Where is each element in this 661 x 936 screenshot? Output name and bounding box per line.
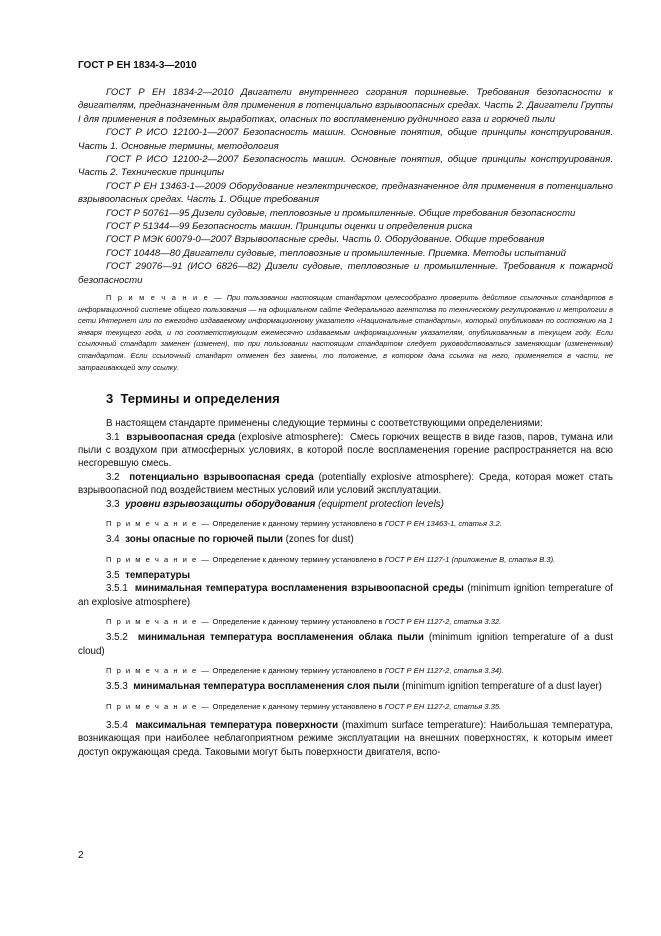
term-definition: Среда, которая может стать взрывоопасной под воздействием местных условий или условий эксплуатации. <box>78 471 613 497</box>
term-name: максимальная температура поверхности <box>135 719 339 731</box>
term-3-5-1 <box>78 582 613 609</box>
term-note <box>78 665 613 676</box>
term-english: (potentially explosive atmosphere): <box>318 471 475 483</box>
term-number: 3.5.3 <box>106 681 128 693</box>
section-title: Термины и определения <box>120 391 280 407</box>
reference-item: ГОСТ Р 51344—99 Безопасность машин. Принципы оценки и определения риска <box>106 221 473 233</box>
section-number: 3 <box>106 391 114 407</box>
reference-item: ГОСТ Р ЕН 13463-1—2009 Оборудование неэлектрическое, предназначенное для применения в потенциально взрывоопасных средах. Часть 1. Общие требования <box>78 180 613 206</box>
term-number: 3.5.4 <box>106 719 128 731</box>
term-note <box>78 701 613 712</box>
term-3-4 <box>78 533 613 546</box>
note-label: П р и м е ч а н и е — <box>106 293 224 303</box>
reference-item: ГОСТ Р МЭК 60079-0—2007 Взрывоопасные среды. Часть 0. Оборудование. Общие требования <box>106 234 545 246</box>
term-english: (maximum surface temperature): <box>341 719 487 731</box>
term-number: 3.3 <box>106 498 120 510</box>
term-3-5-4 <box>78 719 613 759</box>
term-name: потенциально взрывоопасная среда <box>129 471 314 483</box>
term-definition: Смесь горючих веществ в виде газов, паров, тумана или пыли с воздухом при атмосферных условиях, в которой после воспламенения горение распространяется на всю несгоревшую смесь. <box>78 431 613 470</box>
term-english: (minimum ignition temperature of a dust layer) <box>402 681 602 693</box>
note-text: Определение к данному термину установлено в <box>212 701 383 711</box>
page-number: 2 <box>78 850 84 861</box>
note-text: Определение к данному термину установлено в <box>212 617 383 627</box>
term-english: (explosive atmosphere): <box>238 431 344 443</box>
term-note <box>78 518 613 529</box>
term-name: температуры <box>125 569 190 581</box>
term-note <box>78 554 613 565</box>
term-english: (zones for dust) <box>285 534 354 546</box>
term-number: 3.2 <box>106 471 120 483</box>
term-note <box>78 616 613 627</box>
term-english: (minimum ignition temperature of an explosive atmosphere) <box>78 583 613 608</box>
term-3-3 <box>78 498 613 511</box>
note-label: П р и м е ч а н и е — <box>106 519 211 529</box>
note-reference: ГОСТ Р ЕН 1127-2, статья 3.32. <box>384 617 502 627</box>
note-text: Определение к данному термину установлено в <box>212 554 383 564</box>
term-name: минимальная температура воспламенения взрывоопасной среды <box>134 583 464 595</box>
term-number: 3.5.2 <box>106 632 128 644</box>
term-3-1 <box>78 431 613 471</box>
note-reference: ГОСТ Р ЕН 1127-1 (приложение В, статья В.3). <box>384 554 556 564</box>
note-text: Определение к данному термину установлено в <box>212 519 383 529</box>
note-reference: ГОСТ Р ЕН 1127-2, статья 3.35. <box>384 701 502 711</box>
note-reference: ГОСТ Р ЕН 13463-1, статья 3.2. <box>384 519 502 529</box>
note-text: Определение к данному термину установлено в <box>212 666 383 676</box>
term-3-2 <box>78 471 613 498</box>
term-name: взрывоопасная среда <box>126 431 236 443</box>
term-name: минимальная температура воспламенения облака пыли <box>137 632 424 644</box>
running-header: ГОСТ Р ЕН 1834-3—2010 <box>78 60 197 71</box>
note-text: При пользовании настоящим стандартом целесообразно проверить действие ссылочных стандартов в информационной системе общего пользования — на официальном сайте Федерального агентства по техническому регулированию и метрологии в сети Интернет или по ежегодно издаваемому информационному указателю «Национальные стандарты», который опубликован по состоянию на 1 января текущего года, и по соответствующим ежемесячно издаваемым информационным указателям, опубликованным в текущем году. Если ссылочный стандарт заменен (изменен), то при пользовании настоящим стандартом следует руководствоваться заменяющим (измененным) стандартом. Если ссылочный стандарт отменен без замены, то положение, в котором дана ссылка на него, применяется в части, не затрагивающей эту ссылку. <box>78 293 613 372</box>
note-reference: ГОСТ Р ЕН 1127-2, статья 3.34). <box>384 666 504 676</box>
term-name: уровни взрывозащиты оборудования <box>125 498 316 510</box>
reference-item: ГОСТ Р ИСО 12100-1—2007 Безопасность машин. Основные понятия, общие принципы конструирования. Часть 1. Основные термины, методология <box>78 127 613 152</box>
term-name: зоны опасные по горючей пыли <box>125 534 283 546</box>
term-3-5-3 <box>78 680 613 693</box>
normative-references-list <box>78 86 613 287</box>
term-number: 3.5.1 <box>106 583 128 595</box>
references-note <box>78 292 613 373</box>
section-heading <box>106 391 613 407</box>
note-label: П р и м е ч а н и е — <box>106 617 211 627</box>
document-page <box>78 60 613 759</box>
note-label: П р и м е ч а н и е — <box>106 701 211 711</box>
term-english: (equipment protection levels) <box>318 498 444 510</box>
section-body <box>78 417 613 759</box>
reference-item: ГОСТ Р ИСО 12100-2—2007 Безопасность машин. Основные понятия, общие принципы конструирования. Часть 2. Технические принципы <box>78 154 613 179</box>
term-english: (minimum ignition temperature of a dust cloud) <box>78 632 613 657</box>
note-label: П р и м е ч а н и е — <box>106 666 211 676</box>
term-definition: Наибольшая температура, возникающая при наиболее неблагоприятном режиме эксплуатации на внешних поверхностях, к которым имеет доступ окружающая среда. Таковыми могут быть поверхности двигателя, вспо- <box>78 719 613 758</box>
reference-item: ГОСТ 10448—80 Двигатели судовые, тепловозные и промышленные. Приемка. Методы испытаний <box>106 247 566 259</box>
section-intro: В настоящем стандарте применены следующие термины с соответствующими определениями: <box>106 418 543 430</box>
reference-item: ГОСТ Р ЕН 1834-2—2010 Двигатели внутреннего сгорания поршневые. Требования безопасности к двигателям, предназначенным для применения в потенциально взрывоопасных средах. Часть 2. Двигатели Группы I для применения в подземных выработках, опасных по воспламенению рудничного газа и горючей пыли <box>78 87 613 125</box>
term-number: 3.1 <box>106 431 120 443</box>
reference-item: ГОСТ Р 50761—95 Дизели судовые, тепловозные и промышленные. Общие требования безопасности <box>106 207 576 219</box>
term-3-5 <box>78 569 613 582</box>
term-number: 3.4 <box>106 534 120 546</box>
term-name: минимальная температура воспламенения слоя пыли <box>133 681 400 693</box>
reference-item: ГОСТ 29076—91 (ИСО 6826—82) Дизели судовые, тепловозные и промышленные. Требования к пожарной безопасности <box>78 261 613 286</box>
term-number: 3.5 <box>106 569 120 581</box>
note-label: П р и м е ч а н и е — <box>106 554 211 564</box>
term-3-5-2 <box>78 631 613 658</box>
